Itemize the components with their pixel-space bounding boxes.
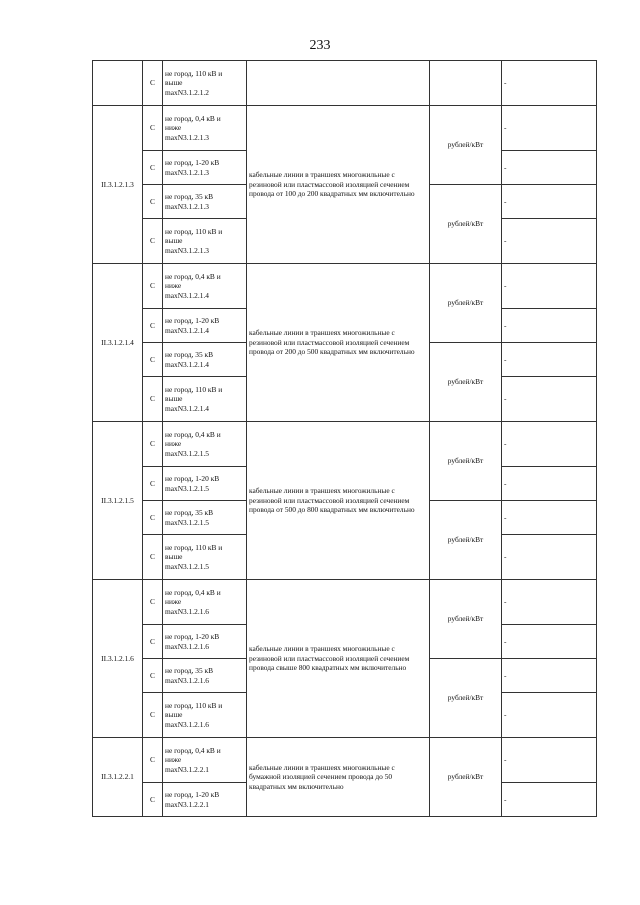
- letter-cell: С: [143, 185, 163, 219]
- value-cell: -: [502, 61, 597, 106]
- condition-line: не город, 110 кВ и: [165, 68, 223, 78]
- condition-line: ниже: [165, 123, 182, 133]
- value-cell: -: [502, 467, 597, 501]
- value-cell: -: [502, 377, 597, 422]
- value-cell: -: [502, 501, 597, 535]
- table-row: [93, 580, 597, 625]
- condition-line: не город, 1-20 кВ: [165, 316, 220, 326]
- condition-line: не город, 35 кВ: [165, 350, 214, 360]
- letter-cell: С: [143, 659, 163, 693]
- condition-line: не город, 110 кВ и: [165, 700, 223, 710]
- unit-cell: рублей/кВт: [430, 106, 502, 185]
- code-cell: II.3.1.2.1.6: [93, 580, 143, 738]
- condition-cell: [163, 377, 247, 422]
- condition-cell: [163, 625, 247, 659]
- tariff-table: [92, 60, 597, 817]
- description-cell: [247, 61, 430, 106]
- tariff-table-body: [93, 61, 597, 817]
- condition-line: maxN3.1.2.2.1: [165, 764, 209, 774]
- condition-line: выше: [165, 394, 183, 404]
- condition-cell: [163, 151, 247, 185]
- code-cell: II.3.1.2.1.5: [93, 422, 143, 580]
- page-number: 233: [309, 38, 331, 53]
- condition-line: maxN3.1.2.1.3: [165, 132, 209, 142]
- condition-line: не город, 0,4 кВ и: [165, 429, 221, 439]
- condition-cell: [163, 783, 247, 817]
- condition-line: maxN3.1.2.1.6: [165, 675, 209, 685]
- condition-line: выше: [165, 552, 183, 562]
- condition-line: не город, 110 кВ и: [165, 226, 223, 236]
- code-cell: II.3.1.2.1.3: [93, 106, 143, 264]
- condition-line: не город, 0,4 кВ и: [165, 587, 221, 597]
- letter-cell: С: [143, 467, 163, 501]
- table-row: [93, 738, 597, 783]
- condition-line: не город, 0,4 кВ и: [165, 113, 221, 123]
- letter-cell: С: [143, 309, 163, 343]
- condition-line: не город, 1-20 кВ: [165, 474, 220, 484]
- condition-cell: [163, 659, 247, 693]
- condition-line: выше: [165, 236, 183, 246]
- letter-cell: С: [143, 343, 163, 377]
- value-cell: -: [502, 625, 597, 659]
- condition-line: не город, 1-20 кВ: [165, 632, 220, 642]
- condition-cell: [163, 219, 247, 264]
- condition-line: maxN3.1.2.1.5: [165, 517, 209, 527]
- condition-line: не город, 0,4 кВ и: [165, 745, 221, 755]
- condition-line: выше: [165, 710, 183, 720]
- condition-cell: [163, 535, 247, 580]
- condition-cell: [163, 422, 247, 467]
- unit-cell: рублей/кВт: [430, 659, 502, 738]
- condition-line: не город, 110 кВ и: [165, 384, 223, 394]
- condition-line: ниже: [165, 755, 182, 765]
- value-cell: -: [502, 151, 597, 185]
- value-cell: -: [502, 580, 597, 625]
- letter-cell: С: [143, 625, 163, 659]
- letter-cell: С: [143, 61, 163, 106]
- description-cell: кабельные линии в траншеях многожильные с резиновой или пластмассовой изоляцией сечением провода от 100 до 200 квадратных мм включительно: [247, 106, 430, 264]
- condition-line: maxN3.1.2.1.6: [165, 719, 209, 729]
- letter-cell: С: [143, 580, 163, 625]
- condition-line: не город, 0,4 кВ и: [165, 271, 221, 281]
- value-cell: -: [502, 693, 597, 738]
- condition-line: maxN3.1.2.1.4: [165, 290, 209, 300]
- value-cell: -: [502, 783, 597, 817]
- condition-line: maxN3.1.2.1.4: [165, 403, 209, 413]
- unit-cell: [430, 61, 502, 106]
- condition-cell: [163, 693, 247, 738]
- letter-cell: С: [143, 377, 163, 422]
- letter-cell: С: [143, 738, 163, 783]
- letter-cell: С: [143, 151, 163, 185]
- value-cell: -: [502, 106, 597, 151]
- value-cell: -: [502, 219, 597, 264]
- table-row: [93, 422, 597, 467]
- letter-cell: С: [143, 106, 163, 151]
- unit-cell: рублей/кВт: [430, 264, 502, 343]
- condition-line: не город, 35 кВ: [165, 508, 214, 518]
- condition-line: ниже: [165, 439, 182, 449]
- condition-cell: [163, 61, 247, 106]
- condition-line: не город, 110 кВ и: [165, 542, 223, 552]
- value-cell: -: [502, 422, 597, 467]
- condition-cell: [163, 738, 247, 783]
- value-cell: -: [502, 343, 597, 377]
- unit-cell: рублей/кВт: [430, 501, 502, 580]
- unit-cell: рублей/кВт: [430, 422, 502, 501]
- value-cell: -: [502, 185, 597, 219]
- value-cell: -: [502, 535, 597, 580]
- description-cell: кабельные линии в траншеях многожильные с бумажной изоляцией сечением провода до 50 квадратных мм включительно: [247, 738, 430, 817]
- condition-line: maxN3.1.2.1.4: [165, 359, 209, 369]
- condition-line: ниже: [165, 597, 182, 607]
- letter-cell: С: [143, 264, 163, 309]
- description-cell: кабельные линии в траншеях многожильные с резиновой или пластмассовой изоляцией сечением провода свыше 800 квадратных мм включительно: [247, 580, 430, 738]
- table-row: [93, 264, 597, 309]
- letter-cell: С: [143, 501, 163, 535]
- letter-cell: С: [143, 783, 163, 817]
- condition-cell: [163, 467, 247, 501]
- condition-cell: [163, 185, 247, 219]
- unit-cell: рублей/кВт: [430, 738, 502, 817]
- unit-cell: рублей/кВт: [430, 580, 502, 659]
- value-cell: -: [502, 738, 597, 783]
- condition-line: не город, 1-20 кВ: [165, 158, 220, 168]
- condition-line: maxN3.1.2.1.2: [165, 87, 209, 97]
- condition-line: maxN3.1.2.1.3: [165, 245, 209, 255]
- code-cell: [93, 61, 143, 106]
- value-cell: -: [502, 309, 597, 343]
- condition-line: не город, 35 кВ: [165, 666, 214, 676]
- condition-line: maxN3.1.2.1.4: [165, 325, 209, 335]
- condition-line: выше: [165, 78, 183, 88]
- condition-cell: [163, 309, 247, 343]
- description-cell: кабельные линии в траншеях многожильные с резиновой или пластмассовой изоляцией сечением провода от 200 до 500 квадратных мм включительно: [247, 264, 430, 422]
- code-cell: II.3.1.2.1.4: [93, 264, 143, 422]
- value-cell: -: [502, 659, 597, 693]
- letter-cell: С: [143, 219, 163, 264]
- condition-line: maxN3.1.2.2.1: [165, 799, 209, 809]
- letter-cell: С: [143, 535, 163, 580]
- value-cell: -: [502, 264, 597, 309]
- table-row: [93, 61, 597, 106]
- condition-cell: [163, 343, 247, 377]
- table-row: [93, 106, 597, 151]
- code-cell: II.3.1.2.2.1: [93, 738, 143, 817]
- description-cell: кабельные линии в траншеях многожильные с резиновой или пластмассовой изоляцией сечением провода от 500 до 800 квадратных мм включительно: [247, 422, 430, 580]
- letter-cell: С: [143, 422, 163, 467]
- condition-line: maxN3.1.2.1.6: [165, 606, 209, 616]
- letter-cell: С: [143, 693, 163, 738]
- condition-line: maxN3.1.2.1.6: [165, 641, 209, 651]
- condition-cell: [163, 580, 247, 625]
- condition-cell: [163, 264, 247, 309]
- condition-line: maxN3.1.2.1.5: [165, 448, 209, 458]
- condition-line: не город, 35 кВ: [165, 192, 214, 202]
- condition-cell: [163, 106, 247, 151]
- condition-line: не город, 1-20 кВ: [165, 790, 220, 800]
- condition-line: ниже: [165, 281, 182, 291]
- condition-line: maxN3.1.2.1.5: [165, 483, 209, 493]
- unit-cell: рублей/кВт: [430, 185, 502, 264]
- unit-cell: рублей/кВт: [430, 343, 502, 422]
- condition-line: maxN3.1.2.1.3: [165, 201, 209, 211]
- condition-line: maxN3.1.2.1.3: [165, 167, 209, 177]
- condition-line: maxN3.1.2.1.5: [165, 561, 209, 571]
- condition-cell: [163, 501, 247, 535]
